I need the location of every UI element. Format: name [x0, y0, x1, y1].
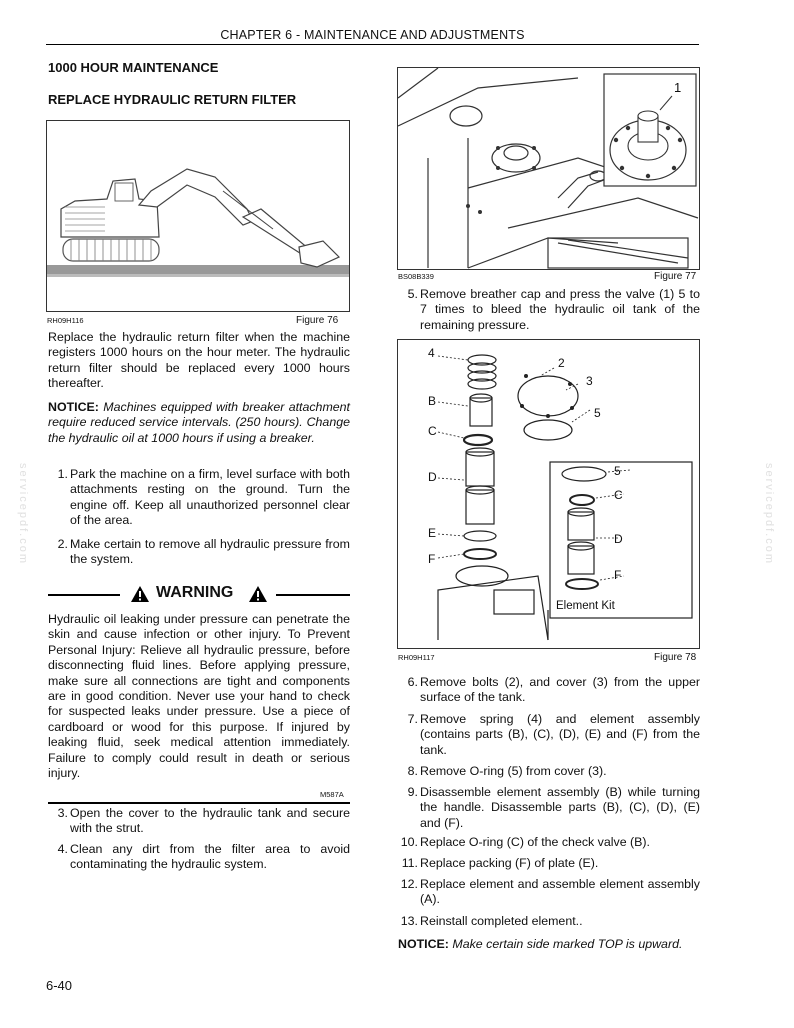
step-number: 6.	[407, 675, 418, 689]
step-number: 8.	[407, 764, 418, 778]
steps-list-a	[48, 467, 350, 577]
step-text: Remove breather cap and press the valve (1) 5 to 7 times to bleed the hydraulic oil tank of the remaining pressure.	[420, 287, 700, 332]
notice-text: Make certain side marked TOP is upward.	[452, 937, 683, 951]
step-text: Reinstall completed element..	[420, 914, 583, 928]
element-kit-title: Element Kit	[556, 600, 615, 612]
figure-77-id: BS08B339	[398, 272, 434, 281]
step-number: 1.	[57, 467, 68, 481]
figure-77-image	[397, 67, 700, 270]
intro-paragraph: Replace the hydraulic return filter when the machine registers 1000 hours on the hour meter. The hydraulic return filter should be replaced every 1000 hours thereafter.	[48, 330, 350, 391]
kit-callout-F: F	[614, 568, 622, 582]
warning-triangle-icon	[248, 585, 268, 603]
figure-78-label: Figure 78	[654, 652, 697, 663]
warning-code: M587A	[320, 790, 344, 799]
notice-text: Machines equipped with breaker attachment require reduced service intervals. (250 hours). Change the hydraulic oil at 1000 hours if using a breaker.	[48, 400, 350, 445]
step-text: Replace packing (F) of plate (E).	[420, 856, 599, 870]
warning-text: Hydraulic oil leaking under pressure can penetrate the skin and cause infection or other injury. To Prevent Personal Injury: Relieve all hydraulic pressure, before disconnecting fluid lines. Before applying pressure, make sure all connections are tight and components are in good condition. Never use your hand to check for suspected leaks under pressure. Use a piece of cardboard or wood for this purpose. If injured by leaking fluid, seek medical attention immediately. Failure to comply could result in death or serious injury.	[48, 612, 350, 781]
watermark-left: servicepdf.com	[16, 463, 29, 565]
warning-bottom-rule	[48, 802, 350, 804]
steps-list-right	[398, 675, 700, 933]
header-rule	[46, 44, 699, 45]
warning-triangle-icon	[130, 585, 150, 603]
warning-rule-right	[276, 594, 350, 596]
callout-B: B	[428, 394, 437, 408]
callout-4: 4	[428, 346, 435, 360]
step-text: Remove bolts (2), and cover (3) from the upper surface of the tank.	[420, 675, 700, 705]
step-number: 4.	[57, 842, 68, 856]
figure-78-id: RH09H117	[398, 653, 435, 662]
watermark-right: servicepdf.com	[762, 463, 775, 565]
kit-callout-D: D	[614, 532, 623, 546]
steps-list-b	[48, 806, 350, 876]
figure-76-image	[46, 120, 350, 312]
step-5	[398, 287, 700, 335]
step-number: 3.	[57, 806, 68, 820]
step-text: Make certain to remove all hydraulic pressure from the system.	[70, 537, 350, 567]
notice-breaker	[48, 400, 350, 446]
chapter-header: CHAPTER 6 - MAINTENANCE AND ADJUSTMENTS	[220, 28, 525, 42]
notice-label: NOTICE:	[48, 400, 99, 414]
step-text: Remove O-ring (5) from cover (3).	[420, 764, 607, 778]
filter-exploded-illustration	[398, 340, 699, 648]
callout-D: D	[428, 470, 437, 484]
step-text: Clean any dirt from the filter area to avoid contaminating the hydraulic system.	[70, 842, 350, 872]
step-number: 13.	[400, 914, 418, 928]
step-text: Replace element and assemble element assembly (A).	[420, 877, 700, 907]
step-text: Open the cover to the hydraulic tank and secure with the strut.	[70, 806, 350, 836]
step-text: Park the machine on a firm, level surface with both attachments resting on the ground. Turn the engine off. Keep all unauthorized personnel clear of the area.	[70, 467, 350, 528]
step-number: 2.	[57, 537, 68, 551]
figure-77-label: Figure 77	[654, 271, 697, 282]
step-text: Remove spring (4) and element assembly (contains parts (B), (C), (D), (E) and (F) from the tank.	[420, 712, 700, 757]
page-number: 6-40	[46, 978, 73, 993]
step-number: 11.	[401, 856, 418, 870]
warning-header	[48, 584, 350, 604]
step-text: Replace O-ring (C) of the check valve (B).	[420, 835, 650, 849]
warning-rule-left	[48, 594, 120, 596]
step-number: 5.	[407, 287, 418, 301]
callout-5: 5	[594, 406, 601, 420]
step-number: 10.	[400, 835, 418, 849]
callout-F: F	[428, 552, 436, 566]
callout-3: 3	[586, 374, 593, 388]
tank-top-illustration	[398, 68, 699, 269]
excavator-illustration	[47, 121, 349, 311]
step-number: 7.	[407, 712, 418, 726]
figure-78-image	[397, 339, 700, 649]
kit-callout-5: 5	[614, 464, 621, 478]
figure-76-label: Figure 76	[296, 315, 339, 326]
callout-2: 2	[558, 356, 565, 370]
callout-C: C	[428, 424, 437, 438]
step-number: 9.	[407, 785, 418, 799]
section-subtitle: REPLACE HYDRAULIC RETURN FILTER	[48, 92, 297, 107]
notice-top-side	[398, 937, 700, 952]
step-text: Disassemble element assembly (B) while turning the handle. Disassemble parts (B), (C), (D), (E) and (F).	[420, 785, 700, 830]
section-title: 1000 HOUR MAINTENANCE	[48, 60, 219, 75]
notice-label: NOTICE:	[398, 937, 449, 951]
warning-title: WARNING	[156, 584, 234, 601]
callout-E: E	[428, 526, 437, 540]
figure-76-id: RH09H116	[47, 316, 84, 325]
kit-callout-C: C	[614, 488, 623, 502]
step-number: 12.	[400, 877, 418, 891]
callout-1: 1	[674, 80, 682, 95]
